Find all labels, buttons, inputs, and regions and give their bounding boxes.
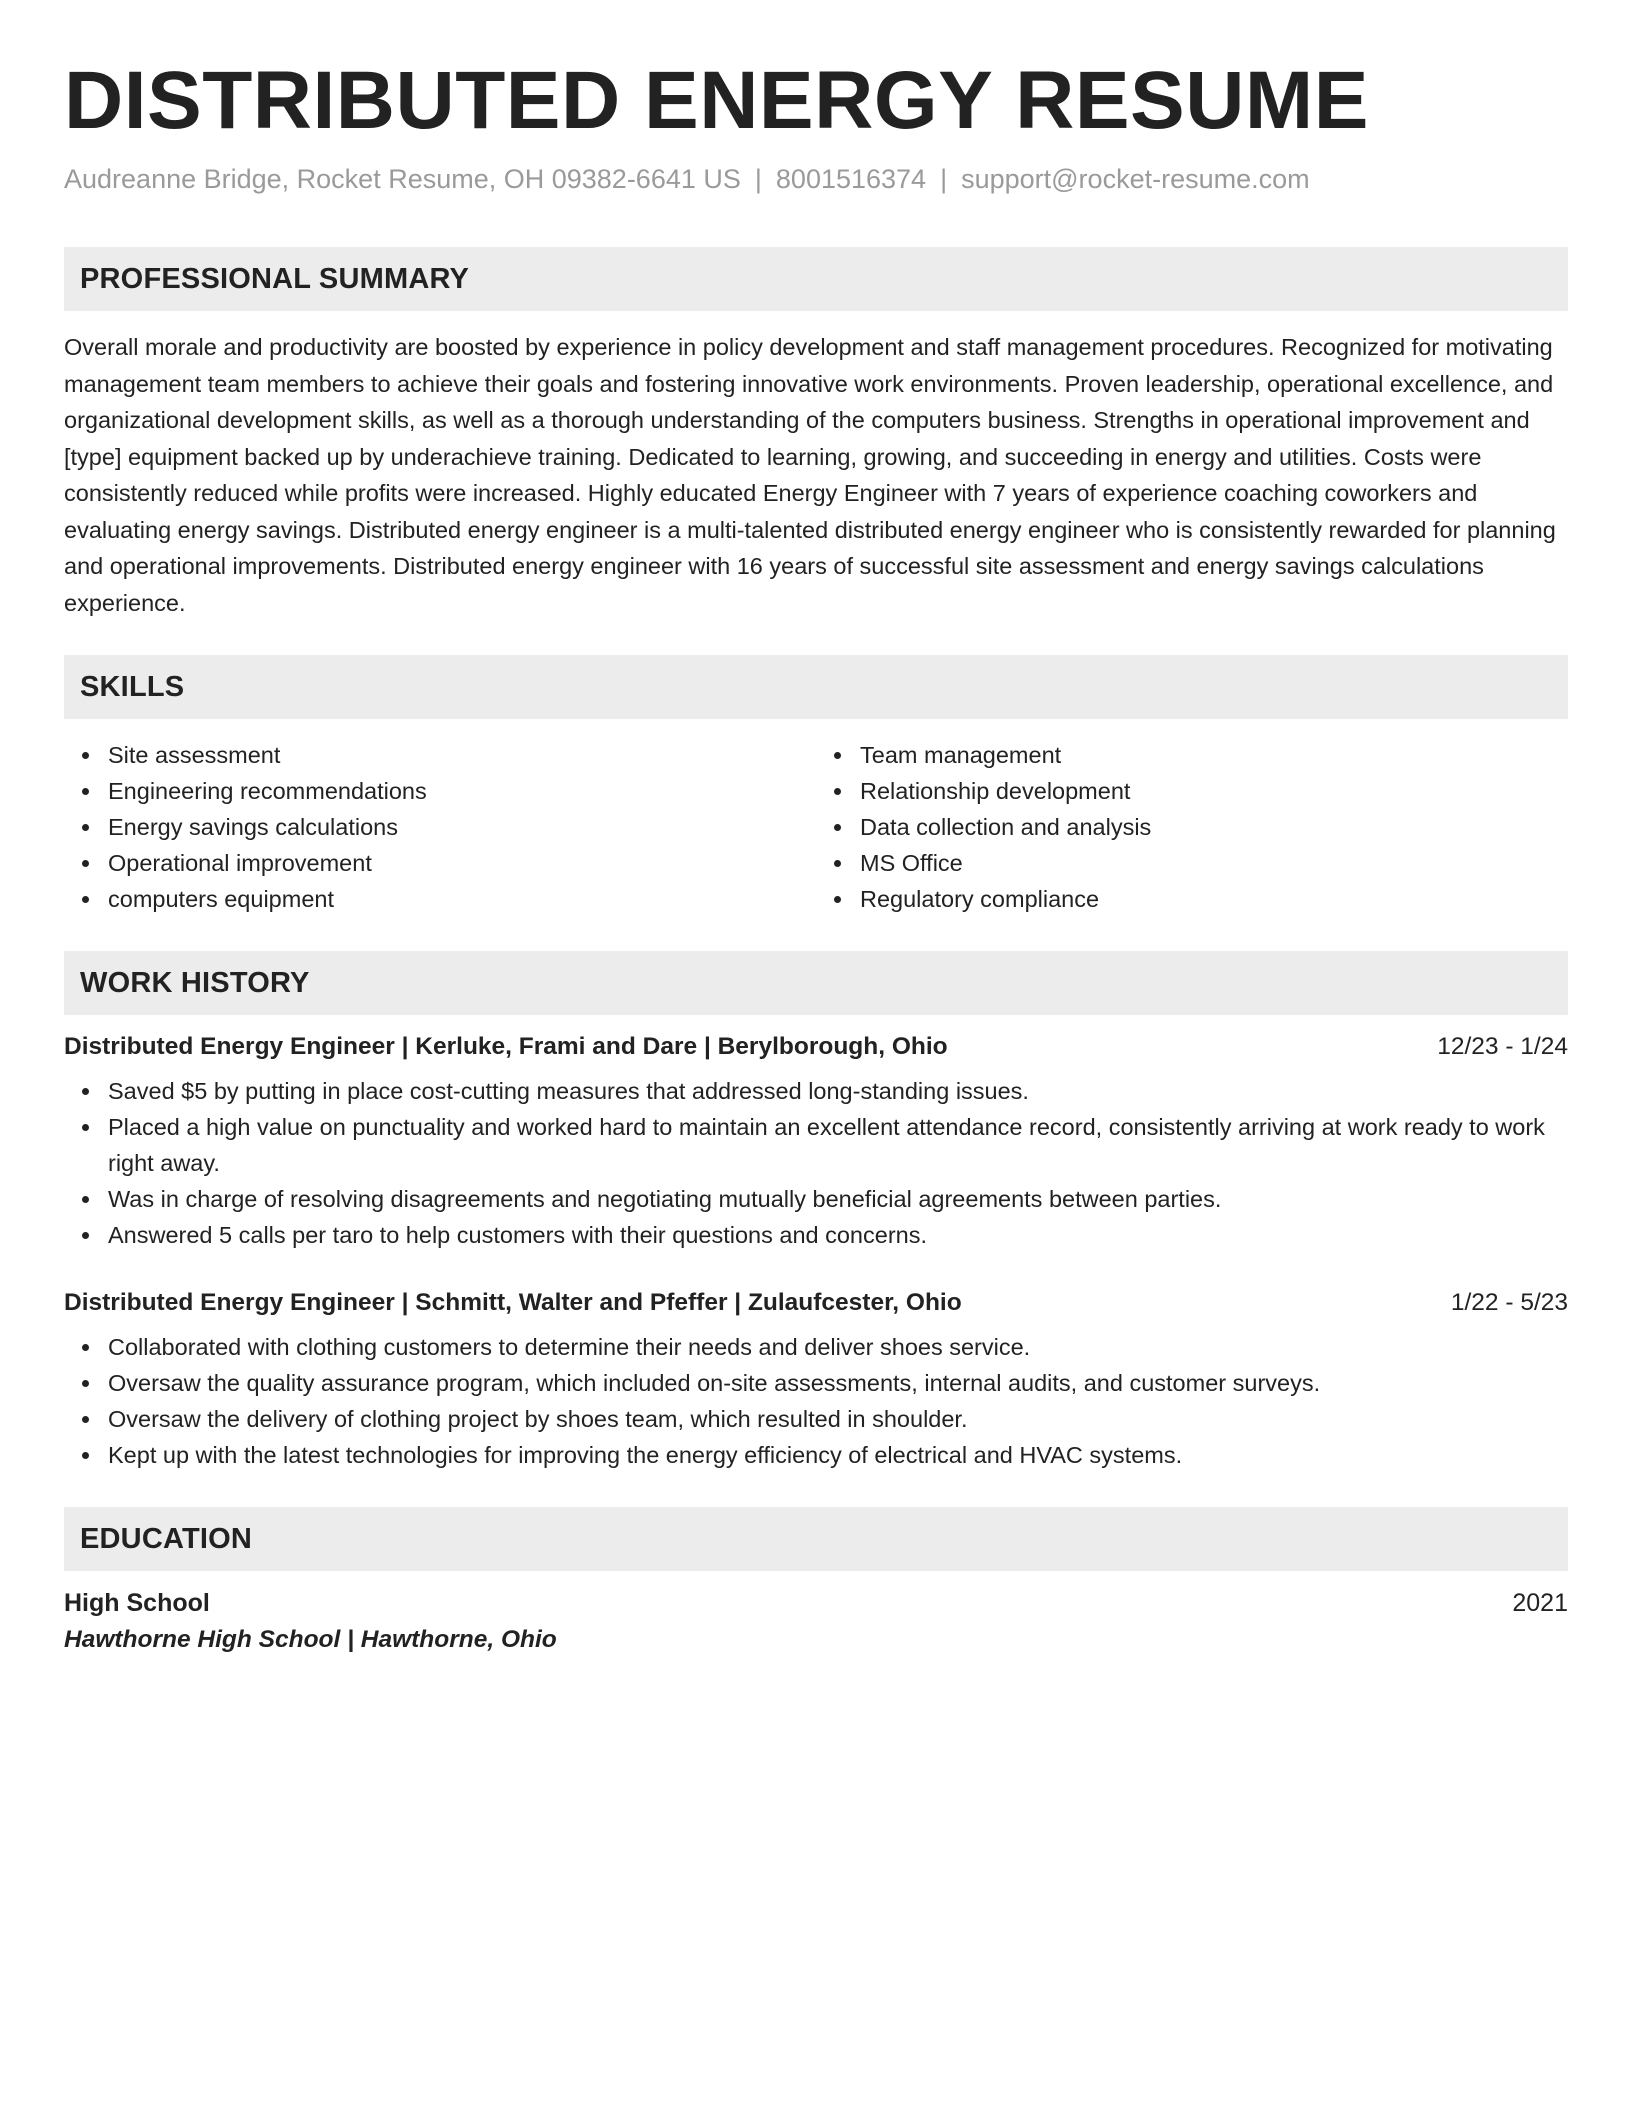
skill-item: Energy savings calculations	[108, 809, 816, 845]
contact-address: Audreanne Bridge, Rocket Resume, OH 09382-6641 US	[64, 164, 741, 195]
section-header-work: WORK HISTORY	[64, 951, 1568, 1015]
job-dates: 12/23 - 1/24	[1437, 1033, 1568, 1061]
job-dates: 1/22 - 5/23	[1450, 1289, 1568, 1317]
job-duty: Kept up with the latest technologies for improving the energy efficiency of electrical and HVAC systems.	[108, 1437, 1568, 1473]
education-school: Hawthorne High School | Hawthorne, Ohio	[64, 1626, 557, 1654]
skills-column-right	[816, 737, 1568, 917]
job-header	[64, 1289, 1568, 1317]
section-header-summary: PROFESSIONAL SUMMARY	[64, 247, 1568, 311]
skill-item: Operational improvement	[108, 845, 816, 881]
contact-separator: |	[940, 164, 948, 195]
job-duty: Answered 5 calls per taro to help customers with their questions and concerns.	[108, 1217, 1568, 1253]
job-duty: Oversaw the delivery of clothing project by shoes team, which resulted in shoulder.	[108, 1401, 1568, 1437]
skill-item: Relationship development	[860, 773, 1568, 809]
job-entry	[64, 1289, 1568, 1473]
education-year: 2021	[1512, 1589, 1568, 1618]
skill-item: Site assessment	[108, 737, 816, 773]
contact-separator: |	[754, 164, 762, 195]
section-header-skills: SKILLS	[64, 655, 1568, 719]
skill-item: computers equipment	[108, 881, 816, 917]
section-header-education: EDUCATION	[64, 1507, 1568, 1571]
skills-list	[64, 737, 1568, 917]
skill-item: Data collection and analysis	[860, 809, 1568, 845]
contact-line	[64, 164, 1568, 195]
summary-text: Overall morale and productivity are boosted by experience in policy development and staff management procedures. Recognized for motivating management team members to achieve their goals and fostering innovative work environments. Proven leadership, operational excellence, and organizational development skills, as well as a thorough understanding of the computers business. Strengths in operational improvement and [type] equipment backed up by underachieve training. Dedicated to learning, growing, and succeeding in energy and utilities. Costs were consistently reduced while profits were increased. Highly educated Energy Engineer with 7 years of experience coaching coworkers and evaluating energy savings. Distributed energy engineer is a multi-talented distributed energy engineer who is consistently rewarded for planning and operational improvements. Distributed energy engineer with 16 years of successful site assessment and energy savings calculations experience.	[64, 334, 1556, 616]
education-header	[64, 1589, 1568, 1618]
contact-email: support@rocket-resume.com	[961, 164, 1310, 195]
job-duties	[64, 1073, 1568, 1253]
job-duty: Placed a high value on punctuality and worked hard to maintain an excellent attendance record, consistently arriving at work ready to work right away.	[108, 1109, 1568, 1181]
contact-phone: 8001516374	[775, 164, 927, 195]
job-duties	[64, 1329, 1568, 1473]
skills-column-left	[64, 737, 816, 917]
job-duty: Collaborated with clothing customers to determine their needs and deliver shoes service.	[108, 1329, 1568, 1365]
education-degree: High School	[64, 1589, 210, 1618]
job-entry	[64, 1033, 1568, 1253]
skill-item: MS Office	[860, 845, 1568, 881]
job-duty: Was in charge of resolving disagreements and negotiating mutually beneficial agreements between parties.	[108, 1181, 1568, 1217]
skill-item: Team management	[860, 737, 1568, 773]
job-duty: Oversaw the quality assurance program, which included on-site assessments, internal audits, and customer surveys.	[108, 1365, 1568, 1401]
job-title: Distributed Energy Engineer | Kerluke, Frami and Dare | Berylborough, Ohio	[64, 1033, 948, 1061]
skill-item: Regulatory compliance	[860, 881, 1568, 917]
job-title: Distributed Energy Engineer | Schmitt, Walter and Pfeffer | Zulaufcester, Ohio	[64, 1289, 962, 1317]
job-duty: Saved $5 by putting in place cost-cutting measures that addressed long-standing issues.	[108, 1073, 1568, 1109]
resume-title: DISTRIBUTED ENERGY RESUME	[64, 55, 1369, 146]
job-header	[64, 1033, 1568, 1061]
skill-item: Engineering recommendations	[108, 773, 816, 809]
